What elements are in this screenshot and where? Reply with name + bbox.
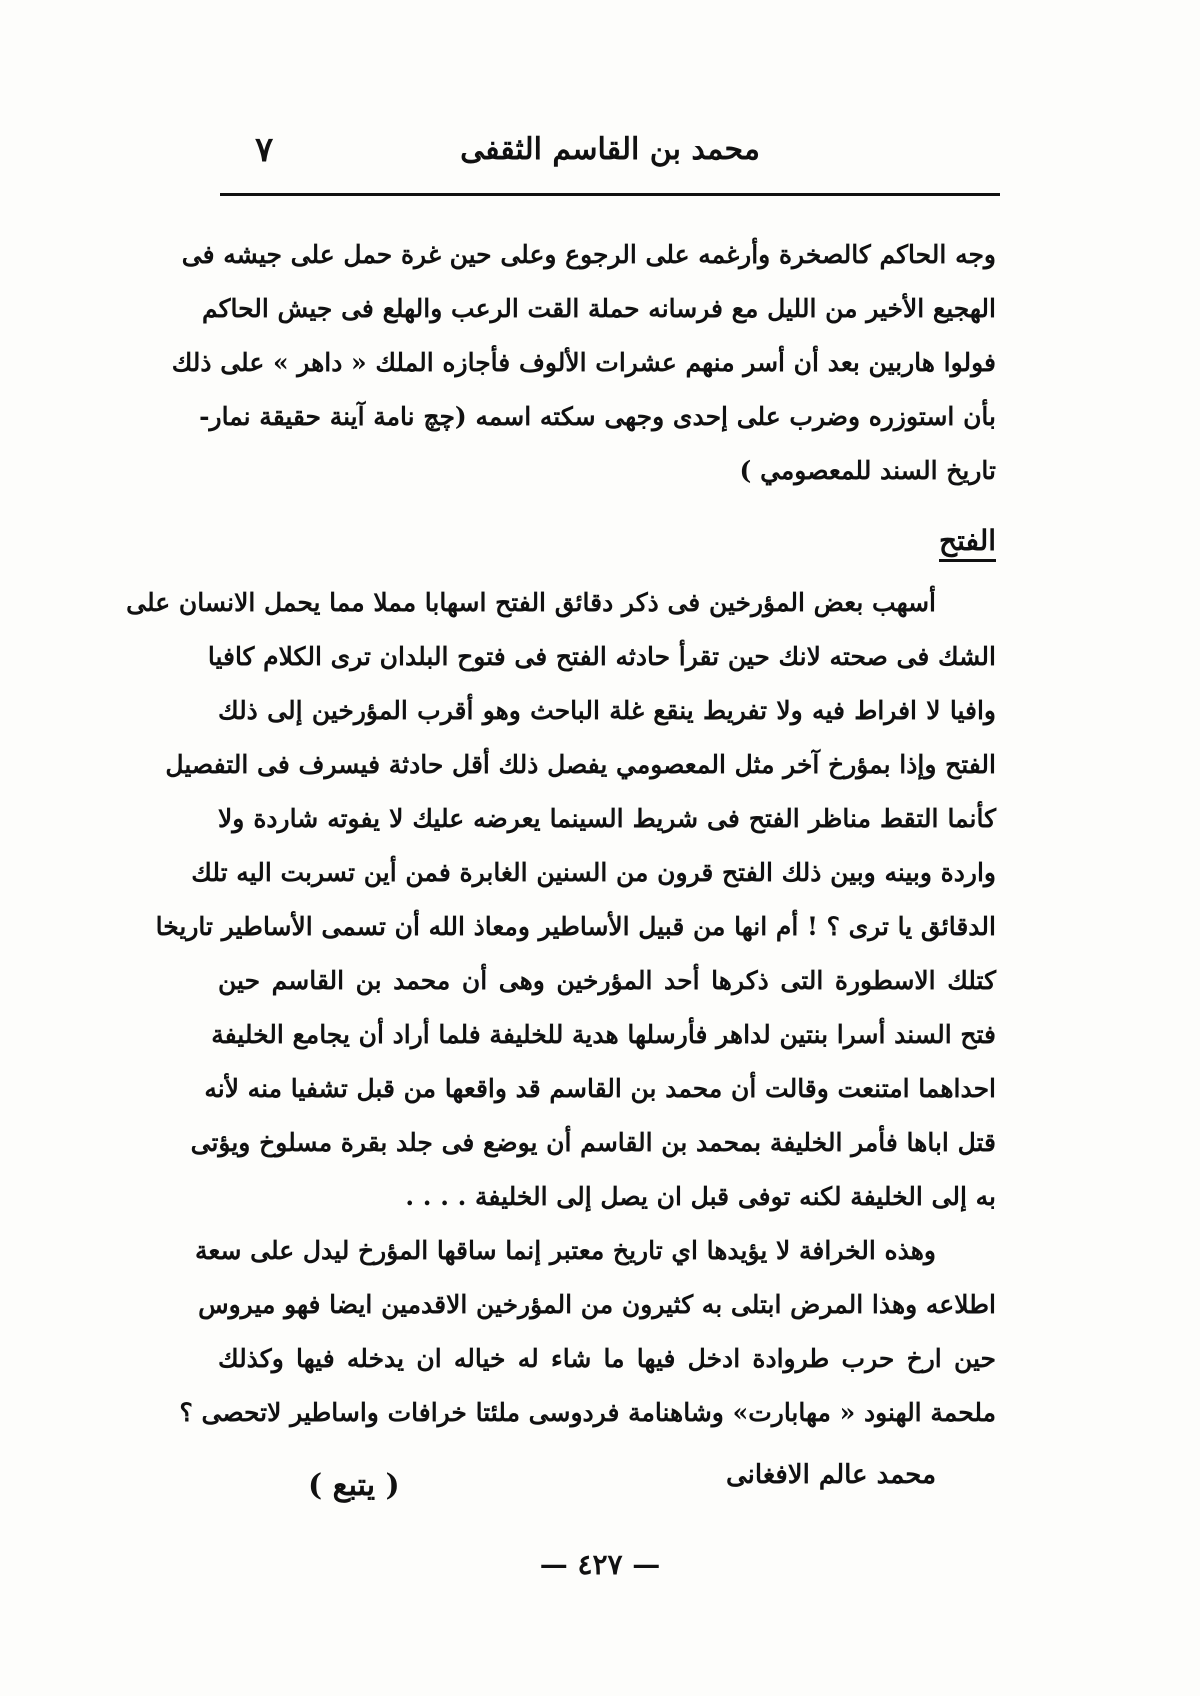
text-line: أسهب بعض المؤرخين فى ذكر دقائق الفتح اسهابا مملا مما يحمل الانسان على (126, 588, 936, 617)
text-line: الشك فى صحته لانك حين تقرأ حادثه الفتح فى فتوح البلدان ترى الكلام كافيا (207, 642, 996, 671)
text-line: الهجيع الأخير من الليل مع فرسانه حملة القت الرعب والهلع فى جيش الحاكم (201, 294, 996, 323)
text-line: حين ارخ حرب طروادة ادخل فيها ما شاء له خياله ان يدخله فيها وكذلك (218, 1344, 996, 1373)
paragraph-1 (171, 228, 996, 498)
text-line: ملحمة الهنود « مهابارت» وشاهنامة فردوسى ملئتا خرافات واساطير لاتحصى ؟ (179, 1398, 996, 1427)
running-title: محمد بن القاسم الثقفى (460, 132, 760, 167)
text-line: واردة وبينه وبين ذلك الفتح قرون من السنين الغابرة فمن أين تسربت اليه تلك (191, 858, 996, 887)
text-line: بأن استوزره وضرب على إحدى وجهى سكته اسمه (چچ نامة آينة حقيقة نمار- (199, 402, 996, 431)
text-line: به إلى الخليفة لكنه توفى قبل ان يصل إلى الخليفة . . . . (405, 1182, 996, 1211)
text-line: فولوا هاربين بعد أن أسر منهم عشرات الألوف فأجازه الملك « داهر » على ذلك (171, 348, 996, 377)
text-line: كتلك الاسطورة التى ذكرها أحد المؤرخين وهى أن محمد بن القاسم حين (218, 966, 996, 995)
text-line: الدقائق يا ترى ؟ ! أم انها من قبيل الأساطير ومعاذ الله أن تسمى الأساطير تاريخا (155, 912, 996, 941)
header-divider (220, 193, 1000, 196)
section-heading (218, 506, 996, 576)
text-line: الفتح وإذا بمؤرخ آخر مثل المعصومي يفصل ذلك أقل حادثة فيسرف فى التفصيل (165, 750, 996, 779)
article-body (126, 228, 996, 1440)
text-line: تاريخ السند للمعصومي ) (739, 456, 996, 485)
text-line: وافيا لا افراط فيه ولا تفريط ينقع غلة الباحث وهو أقرب المؤرخين إلى ذلك (218, 696, 996, 725)
text-line: احداهما امتنعت وقالت أن محمد بن القاسم قد واقعها من قبل تشفيا منه لأنه (204, 1074, 996, 1103)
section-heading-text: الفتح (939, 524, 996, 562)
paragraph-3 (179, 1224, 996, 1440)
page-header (225, 130, 995, 190)
text-line: وجه الحاكم كالصخرة وأرغمه على الرجوع وعلى حين غرة حمل على جيشه فى (181, 240, 996, 269)
footer-page-number: — ٤٢٧ — (539, 1548, 661, 1581)
text-line: اطلاعه وهذا المرض ابتلى به كثيرون من المؤرخين الاقدمين ايضا فهو ميروس (198, 1290, 996, 1319)
header-page-number: ٧ (255, 130, 274, 170)
continued-note: ( يتبع ) (308, 1468, 400, 1503)
author-signature: محمد عالم الافغانى (725, 1460, 936, 1490)
text-line: كأنما التقط مناظر الفتح فى شريط السينما يعرضه عليك لا يفوته شاردة ولا (218, 804, 996, 833)
text-line: فتح السند أسرا بنتين لداهر فأرسلها هدية للخليفة فلما أراد أن يجامع الخليفة (211, 1020, 996, 1049)
text-line: قتل اباها فأمر الخليفة بمحمد بن القاسم أن يوضع فى جلد بقرة مسلوخ ويؤتى (190, 1128, 996, 1157)
signature-row (218, 1460, 996, 1520)
text-line: وهذه الخرافة لا يؤيدها اي تاريخ معتبر إنما ساقها المؤرخ ليدل على سعة (195, 1236, 936, 1265)
paragraph-2 (126, 576, 996, 1224)
